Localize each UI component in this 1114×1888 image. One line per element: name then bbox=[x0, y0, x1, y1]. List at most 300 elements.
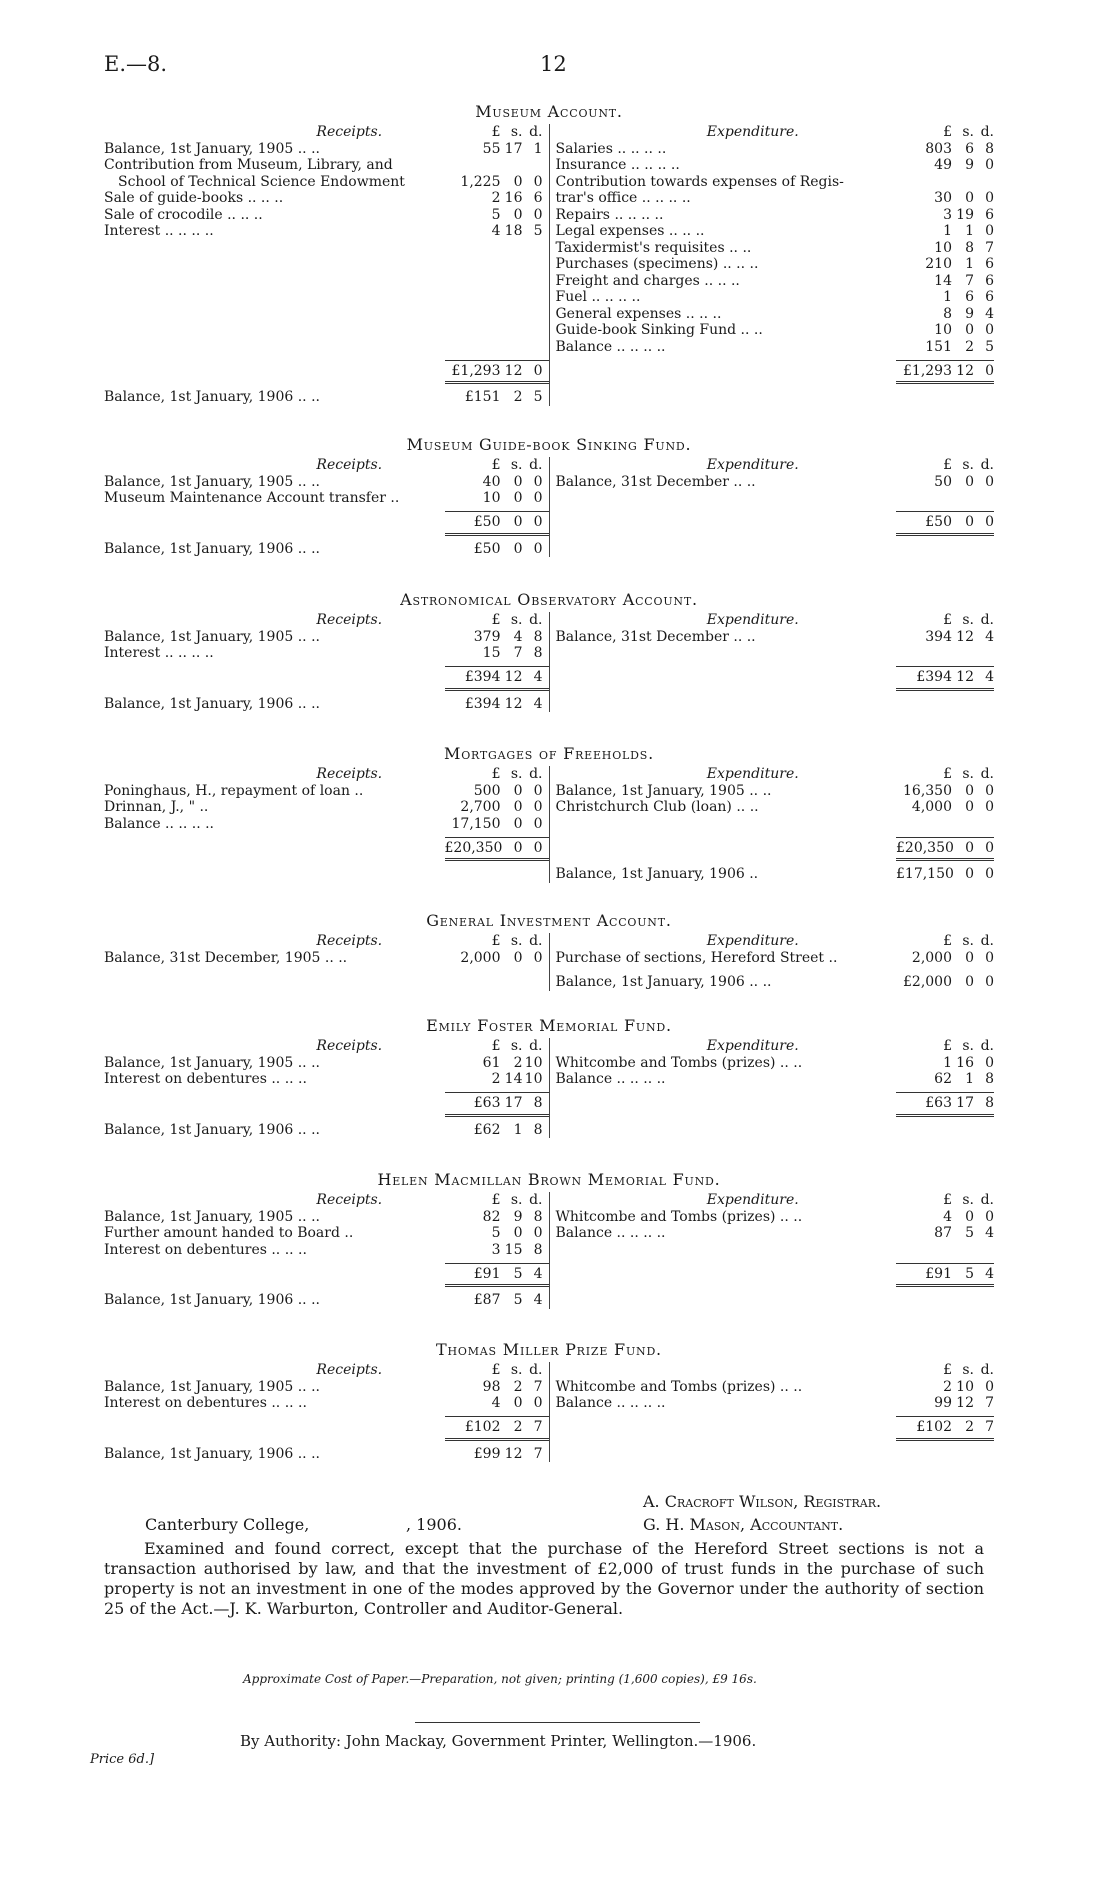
line-item bbox=[104, 1395, 549, 1412]
amount-pence: d. bbox=[529, 457, 543, 473]
expenditure-column bbox=[550, 1192, 995, 1309]
amount-shillings: 0 bbox=[513, 815, 523, 832]
account-title: Mortgages of Freeholds. bbox=[444, 744, 654, 763]
line-item bbox=[104, 1379, 549, 1396]
line-description: School of Technical Science Endowment bbox=[118, 173, 405, 190]
amount-pounds: 151 bbox=[925, 338, 952, 355]
amount-pounds bbox=[445, 157, 501, 174]
column-title: Receipts. bbox=[316, 1362, 383, 1378]
amount-pounds: £151 bbox=[464, 389, 501, 405]
line-item bbox=[104, 1242, 549, 1259]
amount-pence: 7 bbox=[985, 1419, 994, 1436]
line-description: Interest on debentures .. .. .. bbox=[104, 1071, 307, 1087]
column-title: Expenditure. bbox=[706, 1038, 799, 1054]
amount-shillings: 2 bbox=[513, 1378, 523, 1395]
price: Price 6d.] bbox=[90, 1752, 155, 1767]
amount-pounds: £ bbox=[491, 1192, 501, 1208]
expenditure-column bbox=[550, 124, 995, 406]
amount-pence: 4 bbox=[533, 1292, 543, 1308]
amount-shillings: 0 bbox=[965, 974, 974, 990]
amount-pounds: £1,293 bbox=[451, 362, 501, 379]
balance-label: Balance, 1st January, 1906 .. .. bbox=[104, 540, 320, 557]
account-title: Museum Guide-book Sinking Fund. bbox=[406, 435, 692, 454]
line-item bbox=[550, 207, 995, 224]
amount-pounds: £ bbox=[943, 1362, 952, 1378]
expenditure-total bbox=[550, 1266, 995, 1284]
amount-shillings: 0 bbox=[513, 799, 523, 815]
amount-shillings: 0 bbox=[513, 839, 523, 856]
amount-shillings: 12 bbox=[504, 669, 523, 686]
expenditure-column bbox=[550, 1038, 995, 1138]
amount-shillings: 17 bbox=[504, 1095, 523, 1112]
line-description: Taxidermist's requisites .. .. bbox=[555, 239, 752, 256]
amount-pence: 0 bbox=[533, 362, 543, 379]
column-title: Receipts. bbox=[316, 1038, 383, 1054]
guidebook-fund bbox=[104, 437, 994, 557]
account-title: Emily Foster Memorial Fund. bbox=[426, 1016, 672, 1035]
amount-pence: 8 bbox=[985, 1095, 994, 1112]
amount-shillings: s. bbox=[962, 933, 974, 949]
amount-shillings: 0 bbox=[965, 866, 974, 882]
amount-shillings: 0 bbox=[513, 206, 523, 223]
amount-pounds: £ bbox=[943, 457, 952, 473]
line-description: Guide-book Sinking Fund .. .. bbox=[555, 322, 763, 338]
amount-pounds: 1,225 bbox=[460, 173, 501, 190]
amount-pounds: £91 bbox=[473, 1265, 501, 1282]
line-item bbox=[550, 289, 995, 306]
balance-forward bbox=[104, 696, 549, 713]
amount-shillings: 0 bbox=[513, 1225, 523, 1241]
amount-pence: d. bbox=[529, 766, 543, 782]
amount-shillings: 2 bbox=[513, 1419, 523, 1436]
receipts-column bbox=[104, 124, 550, 406]
line-description: Sale of crocodile .. .. .. bbox=[104, 206, 263, 223]
column-header bbox=[550, 1362, 995, 1379]
balance-label: Balance, 1st January, 1906 .. .. bbox=[555, 974, 772, 990]
receipts-total bbox=[104, 840, 549, 858]
amount-shillings: 19 bbox=[956, 206, 974, 223]
amount-pounds: £20,350 bbox=[444, 839, 503, 856]
line-item bbox=[550, 783, 995, 800]
receipts-total bbox=[104, 670, 549, 688]
line-item bbox=[550, 474, 995, 491]
balance-label: Balance, 1st January, 1906 .. .. bbox=[104, 1121, 320, 1138]
column-title: Expenditure. bbox=[706, 612, 799, 628]
amount-pence: 4 bbox=[533, 1265, 543, 1282]
line-item bbox=[550, 1055, 995, 1072]
amount-shillings: 16 bbox=[504, 190, 523, 206]
amount-pence: d. bbox=[529, 1192, 543, 1208]
amount-shillings: s. bbox=[962, 457, 974, 473]
receipts-total bbox=[104, 363, 549, 381]
amount-shillings: 0 bbox=[965, 949, 974, 966]
amount-pence: 6 bbox=[533, 190, 543, 206]
amount-pounds: £63 bbox=[473, 1095, 501, 1112]
expenditure-total bbox=[550, 670, 995, 688]
amount-shillings: 6 bbox=[965, 140, 974, 157]
amount-shillings: s. bbox=[962, 124, 974, 140]
amount-pounds: 803 bbox=[925, 140, 952, 157]
line-description: Drinnan, J., " .. bbox=[104, 799, 209, 815]
amount-shillings: 7 bbox=[965, 272, 974, 289]
amount-pounds: 10 bbox=[934, 322, 952, 338]
balance-forward bbox=[550, 974, 995, 991]
amount-pence: 0 bbox=[985, 514, 994, 531]
line-description: Interest on debentures .. .. .. bbox=[104, 1241, 307, 1258]
amount-pounds: £ bbox=[943, 933, 952, 949]
amount-pence: 0 bbox=[985, 974, 994, 990]
amount-shillings: 17 bbox=[956, 1095, 974, 1112]
receipts-column bbox=[104, 1038, 550, 1138]
amount-pence: 0 bbox=[985, 1054, 994, 1071]
amount-pence: 0 bbox=[985, 1378, 994, 1395]
amount-pounds: £ bbox=[491, 1038, 501, 1054]
amount-shillings: 0 bbox=[513, 473, 523, 490]
line-item bbox=[550, 273, 995, 290]
amount-pence: d. bbox=[980, 457, 994, 473]
amount-shillings: 12 bbox=[504, 695, 523, 712]
balance-label: Balance, 1st January, 1906 .. .. bbox=[104, 1292, 320, 1308]
line-item bbox=[550, 1071, 995, 1088]
page-ref: E.—8. bbox=[104, 52, 168, 76]
amount-pounds: £394 bbox=[916, 669, 952, 686]
amount-pence: 7 bbox=[533, 1378, 543, 1395]
account-title: General Investment Account. bbox=[426, 911, 672, 930]
line-description: Balance .. .. .. .. bbox=[104, 815, 215, 832]
amount-pounds: 61 bbox=[482, 1054, 501, 1071]
line-item bbox=[104, 629, 549, 646]
amount-pounds: £ bbox=[491, 1362, 501, 1378]
amount-pence: 0 bbox=[985, 1208, 994, 1225]
amount-shillings: 0 bbox=[965, 514, 974, 531]
amount-pence: d. bbox=[980, 1362, 994, 1378]
amount-pence: d. bbox=[529, 124, 543, 140]
amount-pounds: 3 bbox=[943, 206, 952, 223]
amount-shillings bbox=[952, 174, 974, 191]
amount-pence: d. bbox=[980, 933, 994, 949]
receipts-total bbox=[104, 515, 549, 533]
amount-pounds: 5 bbox=[491, 206, 501, 223]
amount-shillings: 0 bbox=[965, 839, 974, 856]
amount-pounds bbox=[896, 174, 952, 191]
line-item bbox=[104, 190, 549, 207]
amount-pence: 10 bbox=[524, 1054, 543, 1071]
amount-pence: 0 bbox=[533, 799, 543, 815]
receipts-column bbox=[104, 766, 550, 883]
amount-pence: 8 bbox=[985, 1071, 994, 1087]
amount-pounds: 4,000 bbox=[911, 799, 952, 815]
amount-pence: 0 bbox=[985, 322, 994, 338]
amount-pounds: 82 bbox=[482, 1208, 501, 1225]
line-description: Balance .. .. .. .. bbox=[555, 338, 666, 355]
line-item bbox=[104, 141, 549, 158]
amount-pence: 6 bbox=[985, 272, 994, 289]
amount-shillings: s. bbox=[962, 1038, 974, 1054]
line-item bbox=[550, 322, 995, 339]
line-description: Balance, 31st December .. .. bbox=[555, 628, 756, 645]
line-description: Christchurch Club (loan) .. .. bbox=[555, 799, 759, 815]
line-item bbox=[550, 174, 995, 191]
amount-pence: 4 bbox=[533, 669, 543, 686]
amount-shillings: s. bbox=[962, 1192, 974, 1208]
line-item bbox=[104, 799, 549, 816]
balance-label: Balance, 1st January, 1906 .. .. bbox=[104, 389, 320, 405]
column-title: Receipts. bbox=[316, 124, 383, 140]
amount-pounds: £50 bbox=[473, 540, 501, 557]
amount-pence: 4 bbox=[985, 628, 994, 645]
amount-pence: 8 bbox=[533, 1121, 543, 1138]
column-header bbox=[104, 124, 549, 141]
balance-label: Balance, 1st January, 1906 .. .. bbox=[104, 1445, 320, 1462]
amount-pence: d. bbox=[529, 933, 543, 949]
column-header bbox=[550, 766, 995, 783]
amount-pounds: £ bbox=[491, 124, 501, 140]
miller-fund bbox=[104, 1342, 994, 1462]
amount-pounds: £ bbox=[943, 1038, 952, 1054]
amount-shillings: s. bbox=[510, 933, 523, 949]
amount-pence: 4 bbox=[985, 1265, 994, 1282]
amount-shillings: 0 bbox=[513, 540, 523, 557]
line-item bbox=[550, 190, 995, 207]
amount-pounds: £102 bbox=[464, 1419, 501, 1436]
amount-shillings: 12 bbox=[956, 1395, 974, 1411]
divider bbox=[415, 1722, 700, 1723]
receipts-column bbox=[104, 612, 550, 712]
amount-shillings: 1 bbox=[513, 1121, 523, 1138]
line-item bbox=[104, 645, 549, 662]
observatory-account bbox=[104, 592, 994, 712]
amount-shillings: 9 bbox=[513, 1208, 523, 1225]
amount-pence bbox=[523, 157, 543, 174]
column-title: Receipts. bbox=[316, 1192, 383, 1208]
amount-pounds: 1 bbox=[943, 223, 952, 239]
amount-pounds: £99 bbox=[473, 1445, 501, 1462]
amount-pounds: 1 bbox=[943, 1054, 952, 1071]
line-description: Further amount handed to Board .. bbox=[104, 1225, 354, 1241]
expenditure-total bbox=[550, 363, 995, 381]
amount-pounds: 87 bbox=[934, 1225, 952, 1241]
amount-shillings: 0 bbox=[965, 190, 974, 206]
column-header bbox=[550, 124, 995, 141]
amount-pence: 10 bbox=[524, 1071, 543, 1087]
amount-shillings: 15 bbox=[504, 1241, 523, 1258]
amount-pence: d. bbox=[980, 124, 994, 140]
amount-shillings: 0 bbox=[965, 1208, 974, 1225]
line-description: Interest on debentures .. .. .. bbox=[104, 1395, 307, 1411]
amount-shillings: s. bbox=[510, 457, 523, 473]
amount-pence: 0 bbox=[985, 223, 994, 239]
line-item bbox=[550, 223, 995, 240]
amount-shillings: 1 bbox=[965, 1071, 974, 1087]
column-header bbox=[550, 933, 995, 950]
receipts-column bbox=[104, 933, 550, 991]
amount-pence: 0 bbox=[533, 839, 543, 856]
line-item bbox=[104, 207, 549, 224]
line-description: Balance, 1st January, 1905 .. .. bbox=[104, 140, 320, 157]
line-item bbox=[104, 223, 549, 240]
amount-pence: 8 bbox=[533, 1095, 543, 1112]
line-description: Purchase of sections, Hereford Street .. bbox=[555, 949, 838, 966]
amount-pence: 4 bbox=[985, 669, 994, 686]
line-item bbox=[104, 490, 549, 507]
amount-pounds: 4 bbox=[943, 1208, 952, 1225]
balance-forward bbox=[104, 389, 549, 406]
amount-pounds: 2 bbox=[491, 190, 501, 206]
amount-shillings: s. bbox=[510, 1192, 523, 1208]
column-header bbox=[104, 1362, 549, 1379]
line-description: Balance, 31st December, 1905 .. .. bbox=[104, 949, 348, 966]
amount-pence: 0 bbox=[985, 362, 994, 379]
amount-pounds: £20,350 bbox=[896, 839, 954, 856]
amount-pounds: 3 bbox=[491, 1241, 501, 1258]
column-title bbox=[550, 1362, 897, 1379]
line-description: Balance, 1st January, 1905 .. .. bbox=[104, 1054, 320, 1071]
column-title: Expenditure. bbox=[706, 124, 799, 140]
amount-pence: d. bbox=[980, 1192, 994, 1208]
line-item bbox=[550, 240, 995, 257]
amount-pounds: 10 bbox=[934, 239, 952, 256]
line-item bbox=[550, 629, 995, 646]
accountant-signature: G. H. Mason, Accountant. bbox=[643, 1515, 844, 1534]
audit-statement: Examined and found correct, except that the purchase of the Hereford Street sections is not a transaction authorised by law, and that the investment of £2,000 of trust funds in the purchase of such property is not an investment in one of the modes approved by the Governor under the authority of section 25 of the Act.—J. K. Warburton, Controller and Auditor-General. bbox=[104, 1539, 984, 1618]
amount-pounds: 62 bbox=[934, 1071, 952, 1087]
column-header bbox=[550, 1192, 995, 1209]
amount-shillings: 0 bbox=[965, 322, 974, 338]
line-description: Legal expenses .. .. .. bbox=[555, 223, 705, 239]
amount-pounds: £1,293 bbox=[903, 362, 952, 379]
amount-pounds: £394 bbox=[464, 669, 501, 686]
amount-shillings: s. bbox=[962, 612, 974, 628]
column-header bbox=[550, 1038, 995, 1055]
amount-pounds: £ bbox=[943, 1192, 952, 1208]
cost-note: Approximate Cost of Paper.—Preparation, not given; printing (1,600 copies), £9 16s. bbox=[243, 1672, 757, 1686]
amount-pence: 0 bbox=[533, 1225, 543, 1241]
column-header bbox=[550, 457, 995, 474]
line-item bbox=[104, 1071, 549, 1088]
amount-pounds: £91 bbox=[925, 1265, 952, 1282]
line-description: Balance, 1st January, 1905 .. .. bbox=[555, 782, 772, 799]
line-item bbox=[550, 339, 995, 356]
line-description: General expenses .. .. .. bbox=[555, 305, 722, 322]
amount-pounds: 500 bbox=[473, 782, 501, 799]
line-description: Whitcombe and Tombs (prizes) .. .. bbox=[555, 1378, 803, 1395]
brown-fund bbox=[104, 1172, 994, 1309]
column-title: Receipts. bbox=[316, 766, 383, 782]
account-title: Museum Account. bbox=[475, 102, 623, 121]
amount-pounds: £87 bbox=[473, 1292, 501, 1308]
line-description: Balance, 1st January, 1905 .. .. bbox=[104, 473, 320, 490]
expenditure-column bbox=[550, 612, 995, 712]
amount-pounds: 30 bbox=[934, 190, 952, 206]
amount-pence: 1 bbox=[533, 140, 543, 157]
amount-shillings: 16 bbox=[956, 1054, 974, 1071]
amount-pence: d. bbox=[980, 1038, 994, 1054]
line-item bbox=[550, 1209, 995, 1226]
amount-pence: 0 bbox=[985, 866, 994, 882]
amount-shillings: 0 bbox=[513, 173, 523, 190]
line-item bbox=[550, 950, 995, 967]
receipts-total bbox=[104, 1266, 549, 1284]
line-description: Balance .. .. .. .. bbox=[555, 1395, 666, 1411]
amount-pounds: 2,700 bbox=[460, 799, 501, 815]
amount-pounds: 99 bbox=[934, 1395, 952, 1411]
amount-pence: 4 bbox=[985, 1225, 994, 1241]
amount-pounds: £ bbox=[943, 612, 952, 628]
line-item bbox=[104, 816, 549, 833]
amount-pence: 5 bbox=[985, 338, 994, 355]
balance-forward bbox=[104, 1446, 549, 1463]
amount-pence: 6 bbox=[985, 256, 994, 272]
amount-shillings: 10 bbox=[956, 1378, 974, 1395]
balance-forward bbox=[550, 866, 995, 883]
amount-shillings: s. bbox=[510, 1038, 523, 1054]
amount-pence: 0 bbox=[985, 949, 994, 966]
account-title: Thomas Miller Prize Fund. bbox=[436, 1340, 662, 1359]
amount-pence: 6 bbox=[985, 289, 994, 305]
amount-pence: 0 bbox=[533, 782, 543, 799]
amount-shillings: 5 bbox=[965, 1265, 974, 1282]
amount-pence: 8 bbox=[985, 140, 994, 157]
amount-pounds: 17,150 bbox=[451, 815, 501, 832]
amount-shillings: 0 bbox=[513, 490, 523, 506]
line-item bbox=[104, 174, 549, 191]
amount-pence: 5 bbox=[533, 389, 543, 405]
amount-shillings: 9 bbox=[965, 305, 974, 322]
line-description: Fuel .. .. .. .. bbox=[555, 289, 641, 305]
amount-pounds: £63 bbox=[925, 1095, 952, 1112]
amount-pounds: 2,000 bbox=[460, 949, 501, 966]
amount-shillings: 0 bbox=[965, 782, 974, 799]
amount-pounds: 49 bbox=[934, 157, 952, 173]
amount-shillings: 14 bbox=[504, 1071, 523, 1087]
account-title: Astronomical Observatory Account. bbox=[400, 590, 698, 609]
line-item bbox=[104, 1225, 549, 1242]
amount-pounds: £102 bbox=[916, 1419, 952, 1436]
column-header bbox=[104, 1192, 549, 1209]
line-description: Poninghaus, H., repayment of loan .. bbox=[104, 782, 364, 799]
column-title: Receipts. bbox=[316, 933, 383, 949]
amount-pounds: £50 bbox=[473, 514, 501, 531]
line-item bbox=[104, 1055, 549, 1072]
amount-pounds: 210 bbox=[925, 256, 952, 272]
line-description: Insurance .. .. .. .. bbox=[555, 157, 680, 173]
account-title: Helen Macmillan Brown Memorial Fund. bbox=[377, 1170, 721, 1189]
printer-authority: By Authority: John Mackay, Government Printer, Wellington.—1906. bbox=[240, 1732, 757, 1750]
amount-shillings: 2 bbox=[513, 1054, 523, 1071]
balance-forward bbox=[104, 541, 549, 558]
amount-pounds: 2 bbox=[491, 1071, 501, 1087]
column-header bbox=[104, 612, 549, 629]
amount-shillings: 0 bbox=[513, 949, 523, 966]
amount-pence: 0 bbox=[985, 782, 994, 799]
column-header bbox=[104, 1038, 549, 1055]
registrar-signature: A. Cracroft Wilson, Registrar. bbox=[643, 1492, 882, 1511]
amount-shillings: s. bbox=[962, 766, 974, 782]
amount-shillings: 17 bbox=[504, 140, 523, 157]
receipts-column bbox=[104, 457, 550, 557]
amount-pence: 0 bbox=[533, 490, 543, 506]
amount-shillings: 0 bbox=[513, 514, 523, 531]
balance-label: Balance, 1st January, 1906 .. .. bbox=[104, 695, 320, 712]
amount-pence: d. bbox=[529, 1038, 543, 1054]
amount-pounds: £394 bbox=[464, 695, 501, 712]
line-description: Freight and charges .. .. .. bbox=[555, 272, 740, 289]
expenditure-total bbox=[550, 515, 995, 533]
expenditure-total bbox=[550, 1420, 995, 1438]
amount-pence: d. bbox=[529, 1362, 543, 1378]
college-place: Canterbury College, bbox=[145, 1515, 310, 1534]
line-item bbox=[104, 1209, 549, 1226]
